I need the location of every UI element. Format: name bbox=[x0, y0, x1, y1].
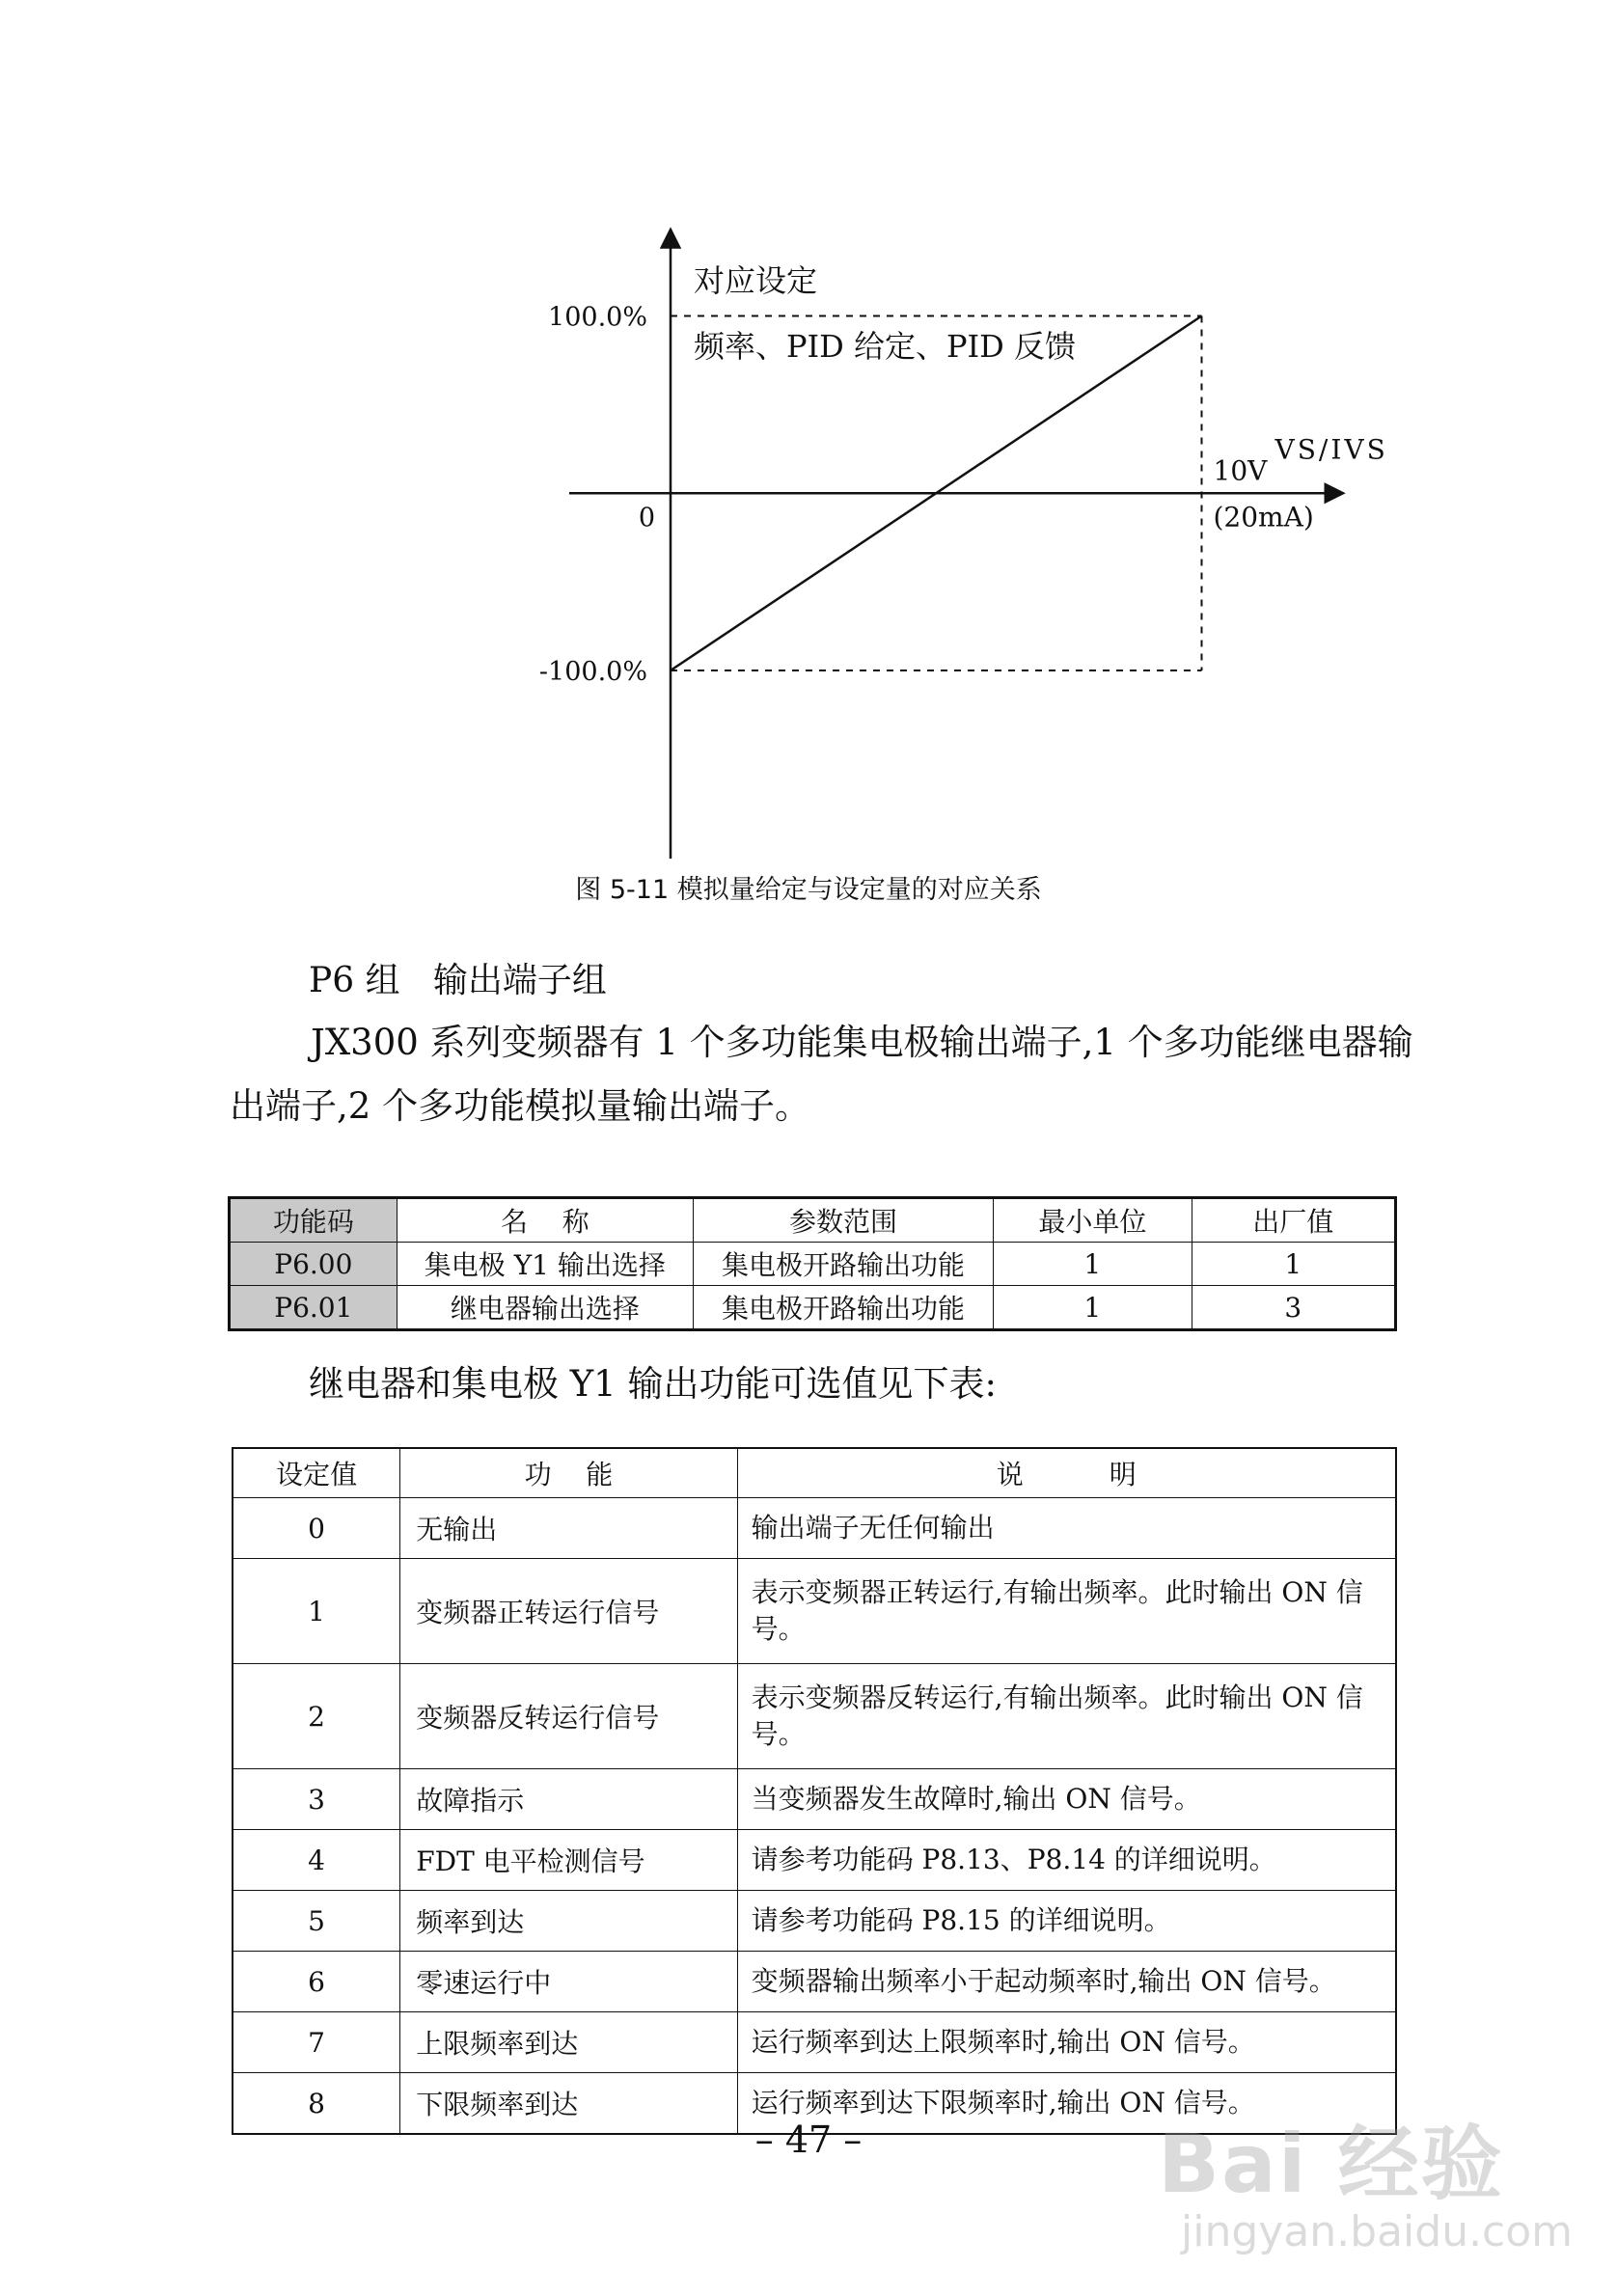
table-cell: P6.01 bbox=[230, 1286, 397, 1330]
y-tick-label-min: -100.0% bbox=[538, 657, 647, 687]
page-number: – 47 – bbox=[754, 2118, 863, 2161]
table-cell: 8 bbox=[233, 2073, 400, 2135]
correspondence-chart bbox=[367, 222, 1388, 878]
y-tick-label-max: 100.0% bbox=[548, 302, 647, 333]
table-cell: 下限频率到达 bbox=[400, 2073, 737, 2135]
table-cell: 当变频器发生故障时,输出 ON 信号。 bbox=[737, 1769, 1396, 1830]
header-cell: 名 称 bbox=[397, 1198, 693, 1243]
table-cell: 运行频率到达下限频率时,输出 ON 信号。 bbox=[737, 2073, 1396, 2135]
table-row bbox=[230, 1243, 1396, 1286]
table-cell: 1 bbox=[233, 1559, 400, 1664]
table-cell: 请参考功能码 P8.15 的详细说明。 bbox=[737, 1891, 1396, 1952]
x-tick-label-10v: 10V bbox=[1213, 454, 1268, 487]
table-cell: 3 bbox=[1192, 1286, 1395, 1330]
x-axis-label: VS/IVS bbox=[1274, 433, 1388, 466]
x-tick-label-20ma: (20mA) bbox=[1213, 501, 1314, 533]
table-cell: 变频器正转运行信号 bbox=[400, 1559, 737, 1664]
table-row bbox=[233, 1952, 1396, 2012]
table-cell: 无输出 bbox=[400, 1498, 737, 1559]
watermark-logo: Bai 经验 bbox=[1158, 2117, 1504, 2211]
table-cell: 表示变频器正转运行,有输出频率。此时输出 ON 信号。 bbox=[737, 1559, 1396, 1664]
table-cell: 1 bbox=[994, 1243, 1192, 1286]
watermark bbox=[1148, 2084, 1574, 2277]
table-row bbox=[233, 1891, 1396, 1952]
section-paragraph: JX300 系列变频器有 1 个多功能集电极输出端子,1 个多功能继电器输出端子,2 个多功能模拟量输出端子。 bbox=[230, 1022, 1413, 1127]
table-cell: 输出端子无任何输出 bbox=[737, 1498, 1396, 1559]
header-cell: 设定值 bbox=[233, 1448, 400, 1498]
table-cell: 请参考功能码 P8.13、P8.14 的详细说明。 bbox=[737, 1830, 1396, 1891]
table-cell: FDT 电平检测信号 bbox=[400, 1830, 737, 1891]
table-cell: 变频器输出频率小于起动频率时,输出 ON 信号。 bbox=[737, 1952, 1396, 2012]
table-cell: 3 bbox=[233, 1769, 400, 1830]
output-function-table bbox=[232, 1447, 1397, 2135]
table-cell: 7 bbox=[233, 2012, 400, 2073]
header-cell: 功 能 bbox=[400, 1448, 737, 1498]
header-cell: 出厂值 bbox=[1192, 1198, 1395, 1243]
table-cell: 集电极开路输出功能 bbox=[694, 1286, 994, 1330]
table-cell: 上限频率到达 bbox=[400, 2012, 737, 2073]
table-cell: 集电极开路输出功能 bbox=[694, 1243, 994, 1286]
table-cell: P6.00 bbox=[230, 1243, 397, 1286]
table-row bbox=[233, 1559, 1396, 1664]
table-cell: 6 bbox=[233, 1952, 400, 2012]
header-cell: 功能码 bbox=[230, 1198, 397, 1243]
table-cell: 集电极 Y1 输出选择 bbox=[397, 1243, 693, 1286]
table-header-row bbox=[230, 1198, 1396, 1243]
table-cell: 1 bbox=[1192, 1243, 1395, 1286]
table-row bbox=[233, 1664, 1396, 1769]
parameter-table bbox=[228, 1196, 1397, 1331]
table-row bbox=[230, 1286, 1396, 1330]
table-row bbox=[233, 1769, 1396, 1830]
table-cell: 0 bbox=[233, 1498, 400, 1559]
series-label: 频率、PID 给定、PID 反馈 bbox=[694, 328, 1077, 365]
section-title: P6 组 输出端子组 bbox=[309, 961, 607, 1000]
table-cell: 运行频率到达上限频率时,输出 ON 信号。 bbox=[737, 2012, 1396, 2073]
table-cell: 表示变频器反转运行,有输出频率。此时输出 ON 信号。 bbox=[737, 1664, 1396, 1769]
table-cell: 4 bbox=[233, 1830, 400, 1891]
table-cell: 频率到达 bbox=[400, 1891, 737, 1952]
table-cell: 1 bbox=[994, 1286, 1192, 1330]
table-header-row bbox=[233, 1448, 1396, 1498]
table-cell: 2 bbox=[233, 1664, 400, 1769]
header-cell: 说 明 bbox=[737, 1448, 1396, 1498]
header-cell: 参数范围 bbox=[694, 1198, 994, 1243]
table-cell: 变频器反转运行信号 bbox=[400, 1664, 737, 1769]
header-cell: 最小单位 bbox=[994, 1198, 1192, 1243]
figure-caption: 图 5-11 模拟量给定与设定量的对应关系 bbox=[575, 875, 1042, 905]
table-cell: 零速运行中 bbox=[400, 1952, 737, 2012]
table-row bbox=[233, 1830, 1396, 1891]
table-row bbox=[233, 1498, 1396, 1559]
y-axis-label: 对应设定 bbox=[694, 262, 818, 299]
table-cell: 5 bbox=[233, 1891, 400, 1952]
watermark-url: jingyan.baidu.com bbox=[1181, 2207, 1574, 2256]
function-table-intro: 继电器和集电极 Y1 输出功能可选值见下表: bbox=[309, 1363, 997, 1405]
table-cell: 继电器输出选择 bbox=[397, 1286, 693, 1330]
table-row bbox=[233, 2012, 1396, 2073]
origin-label: 0 bbox=[638, 503, 655, 533]
table-cell: 故障指示 bbox=[400, 1769, 737, 1830]
